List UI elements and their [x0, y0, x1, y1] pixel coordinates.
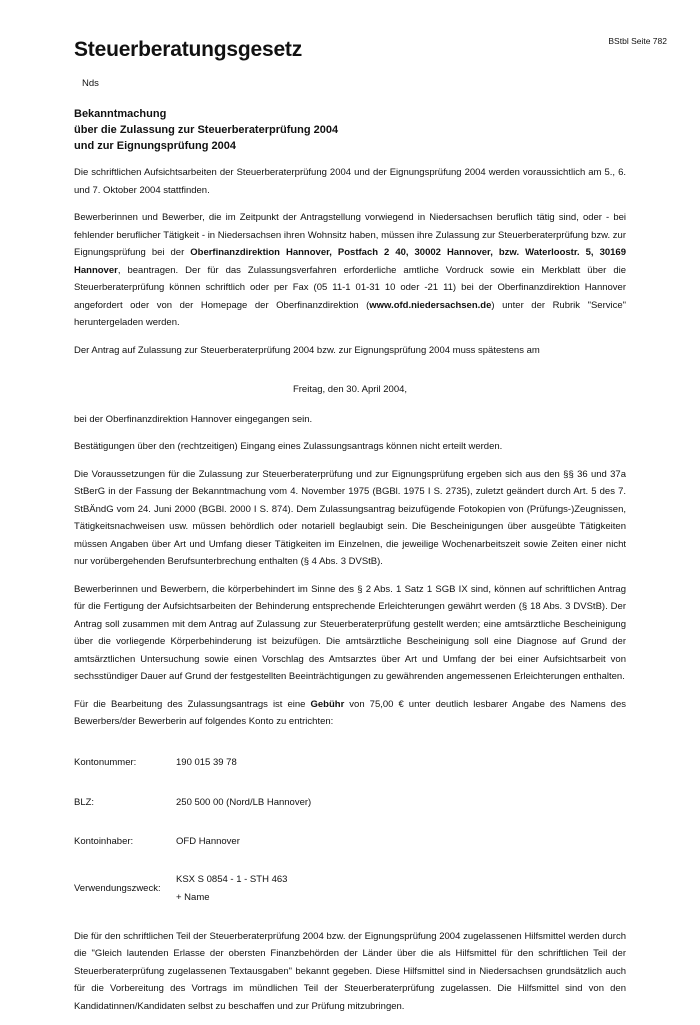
text: Für die Bearbeitung des Zulassungsantrags ist eine — [74, 698, 311, 710]
paragraph-fee — [74, 696, 626, 731]
paragraph-deadline-intro: Der Antrag auf Zulassung zur Steuerberaterprüfung 2004 bzw. zur Eignungsprüfung 2004 muss spätestens am — [74, 344, 540, 356]
text: ) unter der Rubrik "Service" heruntergeladen werden. — [74, 299, 626, 328]
table-row — [74, 862, 311, 916]
account-holder-value: OFD Hannover — [176, 835, 240, 847]
account-number-value: 190 015 39 78 — [176, 756, 237, 768]
blz-label: BLZ: — [74, 797, 95, 809]
text: , beantragen. Der für das Zulassungsverfahren erforderliche amtliche Vordruck sowie ein Merkblatt über die Steuerberaterprüfung können schriftlich oder per Fax (05 11-1 01-31 10 oder -21 11) bei der Oberfinanzdirektion Hannover angefordert oder von der Homepage der Oberfinanzdirektion ( — [74, 264, 626, 311]
purpose-line-1: KSX S 0854 - 1 - STH 463 — [176, 874, 288, 885]
paragraph-aids: Die für den schriftlichen Teil der Steuerberaterprüfung 2004 bzw. der Eignungsprüfung 2004 zugelassenen Hilfsmittel werden durch die "Gleich lautenden Erlasse der obersten Finanzbehörden der Länder über die als Hilfsmittel für den schriftlichen Teil der Steuerberaterprüfung zugelassenen Textausgaben" bekannt gegeben. Diese Hilfsmittel sind in Niedersachsen grundsätzlich auch für die Vorbereitung des Vortrags im mündlichen Teil der Steuerberaterprüfung zugelassen. Die Hilfsmittel sind von den Kandidatinnen/Kandidaten selbst zu beschaffen und zur Prüfung mitzubringen. — [74, 930, 626, 1012]
page-reference: BStbl Seite 782 — [608, 36, 667, 46]
paragraph-confirmations: Bestätigungen über den (rechtzeitigen) Eingang eines Zulassungsantrags können nicht erteilt werden. — [74, 441, 503, 452]
account-holder-label: Kontoinhaber: — [74, 835, 134, 847]
blz-value: 250 500 00 (Nord/LB Hannover) — [176, 797, 312, 809]
text: von 75,00 € unter deutlich lesbarer Angabe des Namens des Bewerbers/der Bewerberin auf folgendes Konto zu entrichten: — [74, 698, 626, 727]
table-row — [74, 822, 311, 862]
text: Bewerberinnen und Bewerber, die im Zeitpunkt der Antragstellung vorwiegend in Niedersachsen beruflich tätig sind, oder - bei fehlender beruflicher Tätigkeit - in Niedersachsen ihren Wohnsitz haben, müssen ihre Zulassung zur Steuerberaterprüfung bzw. zur Eignungsprüfung bei der — [74, 212, 626, 258]
table-row — [74, 785, 311, 822]
heading-line-2: über die Zulassung zur Steuerberaterprüfung 2004 — [74, 124, 339, 136]
account-number-label: Kontonummer: — [74, 756, 137, 768]
ofd-website-link[interactable]: www.ofd.niedersachsen.de — [369, 299, 492, 311]
bank-account-table — [74, 741, 311, 916]
paragraph-disability: Bewerberinnen und Bewerbern, die körperbehindert im Sinne des § 2 Abs. 1 Satz 1 SGB IX sind, können auf schriftlichen Antrag für die Fertigung der Aufsichtsarbeiten der Behinderung entsprechende Erleichterungen gewährt werden (§ 18 Abs. 3 DVStB). Der Antrag soll zusammen mit dem Antrag auf Zulassung zur Steuerberaterprüfung gestellt werden; eine amtsärztliche Bescheinigung über die vorliegende Körperbehinderung ist beizufügen. Die amtsärztliche Bescheinigung soll eine Diagnose auf Grund der amtsärztlichen Untersuchung sowie einen Vorschlag des Amtsarztes über Art und Umfang der bei einer Aufsichtsarbeit von sechsstündiger Dauer auf Grund der festgestellten Beeinträchtigungen zu gewährenden angemessenen Erleichterungen enthalten. — [74, 583, 626, 682]
table-row — [74, 741, 311, 785]
heading-line-1: Bekanntmachung — [74, 108, 167, 120]
purpose-line-2: + Name — [176, 891, 210, 903]
fee-label: Gebühr — [310, 698, 345, 710]
purpose-value — [176, 862, 311, 916]
page-title: Steuerberatungsgesetz — [74, 38, 303, 61]
state-code: Nds — [82, 78, 99, 89]
heading-line-3: und zur Eignungsprüfung 2004 — [74, 140, 236, 152]
ofd-address: Oberfinanzdirektion Hannover, Postfach 2 40, 30002 Hannover, bzw. Waterloostr. 5, 30169 Hannover — [74, 247, 626, 276]
announcement-heading — [74, 106, 626, 154]
document-body — [74, 106, 626, 1025]
paragraph-deadline-end: bei der Oberfinanzdirektion Hannover eingegangen sein. — [74, 413, 313, 425]
paragraph-application — [74, 209, 626, 332]
purpose-label: Verwendungszweck: — [74, 882, 161, 894]
deadline-date: Freitag, den 30. April 2004, — [292, 384, 408, 395]
paragraph-requirements: Die Voraussetzungen für die Zulassung zur Steuerberaterprüfung und zur Eignungsprüfung ergeben sich aus den §§ 36 und 37a StBerG in der Fassung der Bekanntmachung vom 4. November 1975 (BGBl. 1975 I S. 2735), zuletzt geändert durch Art. 5 des 7. StBÄndG vom 24. Juni 2000 (BGBl. 2000 I S. 874). Dem Zulassungsantrag beizufügende Fotokopien von (Prüfungs-)Zeugnissen, Tätigkeitsnachweisen usw. müssen behördlich oder notariell beglaubigt sein. Die Bescheinigungen über ausgeübte Tätigkeiten müssen Angaben über Art und Umfang dieser Tätigkeiten im Einzelnen, die jeweilige Wochenarbeitszeit sowie Zeiten einer nicht nur vorübergehenden Berufsunterbrechung enthalten (§ 4 Abs. 3 DVStB). — [74, 468, 626, 567]
paragraph-exam-dates: Die schriftlichen Aufsichtsarbeiten der Steuerberaterprüfung 2004 und der Eignungsprüfung 2004 werden voraussichtlich am 5., 6. und 7. Oktober 2004 stattfinden. — [74, 167, 626, 196]
